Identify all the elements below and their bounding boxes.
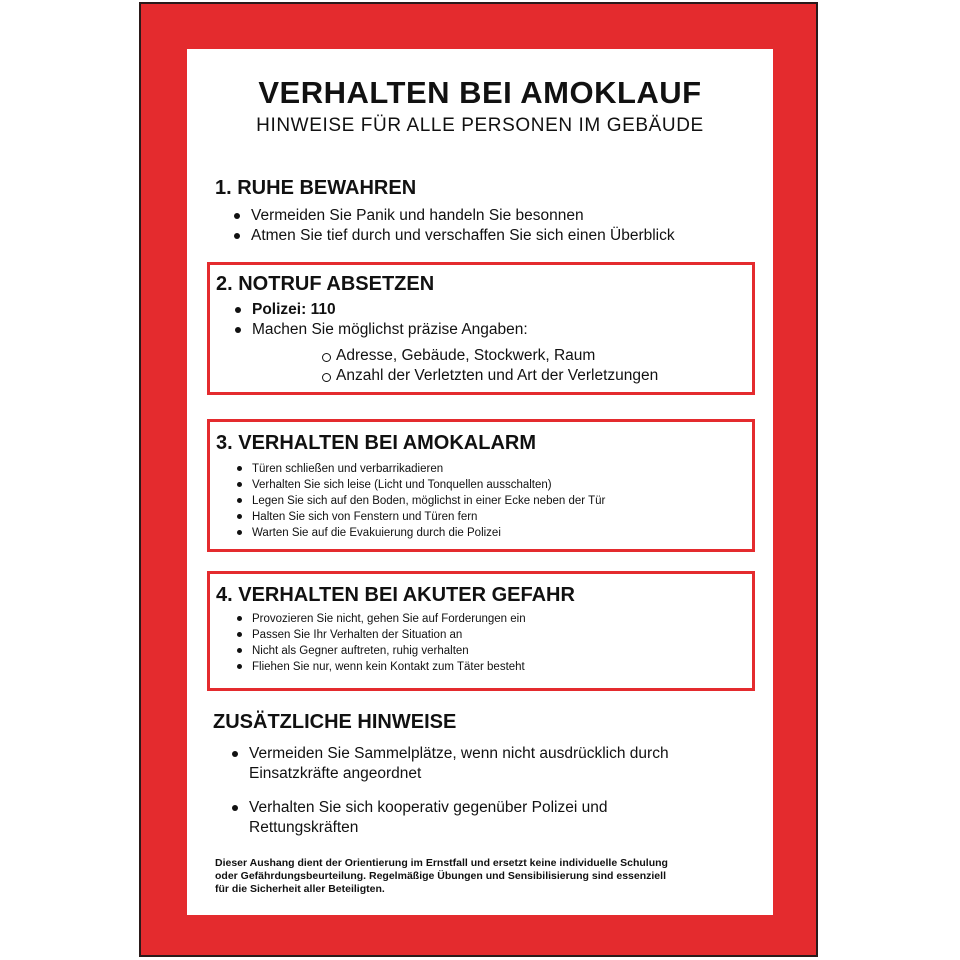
section-amok-alarm — [207, 419, 755, 552]
section-heading: 2. NOTRUF ABSETZEN — [216, 273, 435, 295]
list-item: Warten Sie auf die Evakuierung durch die Polizei — [252, 525, 752, 541]
bullet-list — [249, 744, 689, 838]
sub-bullet-list — [336, 346, 752, 386]
section-heading: ZUSÄTZLICHE HINWEISE — [213, 711, 457, 733]
bullet-list — [252, 611, 752, 675]
bullet-list — [252, 461, 752, 541]
list-item: Nicht als Gegner auftreten, ruhig verhalten — [252, 643, 752, 659]
footer-line: Dieser Aushang dient der Orientierung im Ernstfall und ersetzt keine individuelle Schulung — [215, 857, 668, 869]
list-item: Fliehen Sie nur, wenn kein Kontakt zum Täter besteht — [252, 659, 752, 675]
section-stay-calm — [215, 177, 773, 246]
warning-sign — [139, 2, 818, 957]
sub-list-item: Adresse, Gebäude, Stockwerk, Raum — [336, 346, 752, 366]
list-item: Provozieren Sie nicht, gehen Sie auf Forderungen ein — [252, 611, 752, 627]
section-heading: 3. VERHALTEN BEI AMOKALARM — [216, 432, 536, 454]
section-heading: 4. VERHALTEN BEI AKUTER GEFAHR — [216, 584, 575, 606]
footer-line: oder Gefährdungsbeurteilung. Regelmäßige Übungen und Sensibilisierung sind essenziell — [215, 870, 666, 882]
bullet-list — [252, 300, 752, 340]
list-item: Atmen Sie tief durch und verschaffen Sie sich einen Überblick — [251, 226, 773, 246]
sign-content-panel — [187, 49, 773, 915]
sign-title: VERHALTEN BEI AMOKLAUF — [258, 75, 702, 110]
list-item: Passen Sie Ihr Verhalten der Situation an — [252, 627, 752, 643]
section-acute-danger — [207, 571, 755, 691]
list-item: Legen Sie sich auf den Boden, möglichst in einer Ecke neben der Tür — [252, 493, 752, 509]
section-heading: 1. RUHE BEWAHREN — [215, 177, 417, 199]
list-item: Vermeiden Sie Sammelplätze, wenn nicht ausdrücklich durch Einsatzkräfte angeordnet — [249, 744, 689, 784]
section-additional-notes — [213, 711, 773, 838]
footer-disclaimer — [215, 857, 773, 896]
list-item: Vermeiden Sie Panik und handeln Sie besonnen — [251, 206, 773, 226]
list-item: Polizei: 110 — [252, 300, 752, 320]
list-item: Halten Sie sich von Fenstern und Türen fern — [252, 509, 752, 525]
list-item: Machen Sie möglichst präzise Angaben: — [252, 320, 752, 340]
section-emergency-call — [207, 262, 755, 395]
list-item: Türen schließen und verbarrikadieren — [252, 461, 752, 477]
footer-line: für die Sicherheit aller Beteiligten. — [215, 883, 385, 895]
sign-subtitle: HINWEISE FÜR ALLE PERSONEN IM GEBÄUDE — [256, 115, 704, 136]
list-item: Verhalten Sie sich kooperativ gegenüber Polizei und Rettungskräften — [249, 798, 689, 838]
list-item: Verhalten Sie sich leise (Licht und Tonquellen ausschalten) — [252, 477, 752, 493]
bullet-list — [251, 206, 773, 246]
sub-list-item: Anzahl der Verletzten und Art der Verletzungen — [336, 366, 752, 386]
